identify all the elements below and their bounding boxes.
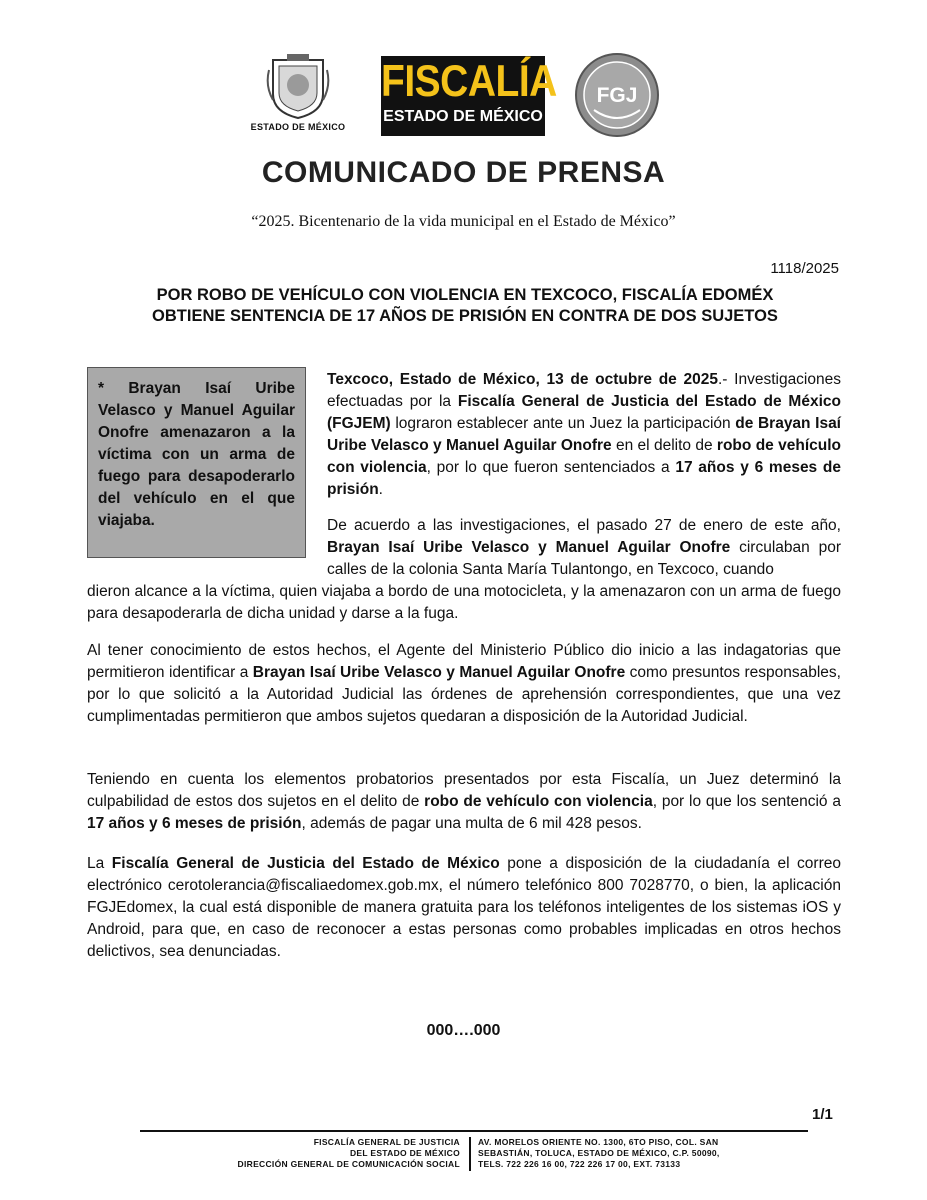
fiscalia-logo [381,56,557,136]
footer-separator [469,1137,471,1171]
communique-number: 1118/2025 [770,260,839,277]
fiscalia-logo-title: FISCALÍA [381,56,557,107]
fgj-logo [574,52,660,138]
headline-line-1: POR ROBO DE VEHÍCULO CON VIOLENCIA EN TEXCOCO, FISCALÍA EDOMÉX [156,286,774,304]
headline [90,285,840,327]
paragraph-2-top: De acuerdo a las investigaciones, el pasado 27 de enero de este año, Brayan Isaí Uribe Velasco y Manuel Aguilar Onofre circulaban por calles de la colonia Santa María Tulantongo, en Texcoco, cuando [327,517,841,578]
summary-box: * Brayan Isaí Uribe Velasco y Manuel Aguilar Onofre amenazaron a la víctima con un arma de fuego para desapoderarlo del vehículo en el que viajaba. [87,367,306,558]
closing-mark: 000….000 [426,1022,501,1039]
footer-institution: FISCALÍA GENERAL DE JUSTICIA DEL ESTADO DE MÉXICO DIRECCIÓN GENERAL DE COMUNICACIÓN SOCIAL [237,1137,460,1169]
fgj-label: FGJ [596,84,638,107]
paragraph-3: Al tener conocimiento de estos hechos, el Agente del Ministerio Público dio inicio a las indagatorias que permitieron identificar a Brayan Isaí Uribe Velasco y Manuel Aguilar Onofre como presuntos responsables, por lo que solicitó a la Autoridad Judicial las órdenes de aprehensión correspondientes, que una vez cumplimentadas permitieron que ambos sujetos quedaran a disposición de la Autoridad Judicial. [87,642,841,725]
fgj-seal-icon [574,52,660,138]
paragraph-4: Teniendo en cuenta los elementos probatorios presentados por esta Fiscalía, un Juez determinó la culpabilidad de estos dos sujetos en el delito de robo de vehículo con violencia, por lo que los sentenció a 17 años y 6 meses de prisión, además de pagar una multa de 6 mil 428 pesos. [87,771,841,832]
footer-divider [140,1130,808,1132]
edomex-logo [248,50,348,150]
edomex-shield-icon [265,50,331,120]
headline-line-2: OBTIENE SENTENCIA DE 17 AÑOS DE PRISIÓN EN CONTRA DE DOS SUJETOS [152,307,778,325]
fiscalia-logo-subtitle: ESTADO DE MÉXICO [383,108,543,125]
paragraph-2-bottom: dieron alcance a la víctima, quien viajaba a bordo de una motocicleta, y la amenazaron con un arma de fuego para desapoderarla de dicha unidad y darse a la fuga. [87,583,841,622]
footer-address: AV. MORELOS ORIENTE NO. 1300, 6TO PISO, COL. SAN SEBASTIÁN, TOLUCA, ESTADO DE MÉXICO, C.P. 50090, TELS. 722 226 16 00, 722 226 17 00, EXT. 73133 [478,1137,720,1169]
edomex-label: ESTADO DE MÉXICO [250,122,346,132]
paragraph-1: Texcoco, Estado de México, 13 de octubre de 2025.- Investigaciones efectuadas por la Fiscalía General de Justicia del Estado de México (FGJEM) lograron establecer ante un Juez la participación de Brayan Isaí Uribe Velasco y Manuel Aguilar Onofre en el delito de robo de vehículo con violencia, por lo que fueron sentenciados a 17 años y 6 meses de prisión. [327,371,842,498]
page-number: 1/1 [812,1106,833,1123]
paragraph-5: La Fiscalía General de Justicia del Estado de México pone a disposición de la ciudadanía el correo electrónico cerotolerancia@fiscaliaedomex.gob.mx, el número telefónico 800 7028770, o bien, la aplicación FGJEdomex, la cual está disponible de manera gratuita para los teléfonos inteligentes de los sistemas iOS y Android, para que, en caso de reconocer a estas personas como probables implicadas en otros hechos delictivos, sea denunciadas. [87,855,841,960]
page-title: COMUNICADO DE PRENSA [261,156,666,189]
slogan: “2025. Bicentenario de la vida municipal en el Estado de México” [251,213,676,230]
